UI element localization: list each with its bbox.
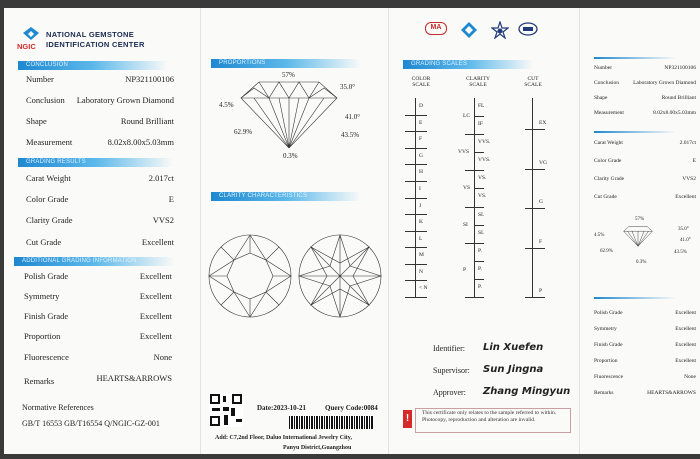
scale-tick	[405, 214, 427, 215]
value: Round Brilliant	[661, 95, 696, 101]
scale-tick	[525, 208, 545, 209]
clarity-grade-label: VS.	[478, 193, 487, 200]
section-scales: GRADING SCALES	[403, 60, 533, 69]
label: Carat Weight	[26, 173, 71, 183]
cut-grade-label: F	[539, 239, 543, 246]
mini-crown-height: 4.5%	[594, 233, 605, 238]
value: Excellent	[141, 237, 174, 247]
scale-tick	[474, 116, 484, 117]
scale-tick	[405, 280, 427, 281]
value: Excellent	[675, 342, 696, 348]
color-grade-label: I	[419, 185, 421, 192]
divider	[594, 297, 676, 299]
table-pct: 57%	[282, 71, 295, 79]
value: E	[692, 158, 696, 164]
query-code: Query Code:0084	[325, 404, 378, 412]
section-conclusion: CONCLUSION	[18, 61, 168, 70]
scale-tick	[405, 297, 427, 298]
section-proportions: PROPORTIONS	[211, 59, 361, 68]
color-grade-label: L	[419, 235, 423, 242]
culet: 0.3%	[283, 152, 298, 160]
scale-tick	[405, 148, 427, 149]
qr-code[interactable]	[209, 393, 243, 427]
label: Cut Grade	[594, 194, 617, 200]
color-grade-label: N	[419, 268, 423, 275]
label: Cut Grade	[26, 237, 62, 247]
certificate	[4, 8, 700, 454]
label: Shape	[594, 95, 608, 101]
section-additional: ADDITIONAL GRADING INFORMATION	[14, 257, 174, 266]
label: Conclusion	[594, 80, 620, 86]
mini-pavilion-depth: 43.5%	[674, 250, 687, 255]
scale-tick	[405, 198, 427, 199]
scale-tick	[525, 169, 545, 170]
label: Symmetry	[24, 291, 60, 301]
ngic-logo-icon	[22, 27, 40, 41]
scale-tick	[525, 297, 545, 298]
certification-badge-icon	[518, 22, 538, 38]
issue-date: Date:2023-10-21	[257, 404, 306, 412]
label: Color Grade	[26, 194, 69, 204]
label: Symmetry	[594, 326, 617, 332]
scale-tick	[525, 129, 545, 130]
scale-tick	[465, 207, 484, 208]
clarity-grade-label: P.	[478, 247, 482, 254]
divider	[594, 57, 676, 59]
value: Excellent	[139, 291, 172, 301]
label: Color Grade	[594, 158, 622, 164]
clarity-group-label: P	[463, 266, 467, 273]
scale-tick	[525, 248, 545, 249]
color-scale-title: COLOR SCALE	[411, 76, 431, 88]
clarity-grade-label: VVS.	[478, 157, 491, 164]
value: Excellent	[139, 311, 172, 321]
scale-tick	[405, 131, 427, 132]
pavilion-view-plot	[297, 233, 383, 319]
crown-height: 4.5%	[219, 101, 234, 109]
clarity-grade-label: P.	[478, 265, 482, 272]
address-line2: Panyu District,Guangzhou	[283, 445, 352, 451]
label: Finish Grade	[594, 342, 623, 348]
value: NP321100106	[664, 65, 696, 71]
scale-tick	[474, 225, 484, 226]
scale-tick	[474, 152, 484, 153]
mini-table: 57%	[635, 217, 645, 222]
scale-tick	[405, 115, 427, 116]
mini-total-depth: 62.9%	[600, 249, 613, 254]
cut-grade-label: VG	[539, 159, 547, 166]
value: Excellent	[139, 331, 172, 341]
signature-role: Identifier:	[433, 344, 465, 353]
value: 2.017ct	[679, 140, 696, 146]
label: Remarks	[24, 376, 55, 386]
clarity-group-label: SI	[463, 221, 468, 228]
value: Excellent	[675, 310, 696, 316]
label: Measurement	[26, 137, 73, 147]
clarity-grade-label: SI.	[478, 211, 485, 218]
clarity-group-label: LC	[463, 113, 471, 120]
label: Carat Weight	[594, 140, 623, 146]
divider	[594, 131, 676, 133]
scale-tick	[405, 264, 427, 265]
pavilion-depth: 43.5%	[341, 131, 360, 139]
normative-title: Normative References	[22, 403, 94, 412]
warning-icon: !	[403, 410, 412, 428]
clarity-grade-label: FL	[478, 103, 485, 109]
value: E	[168, 194, 174, 204]
label: Remarks	[594, 390, 614, 396]
value: VVS2	[682, 176, 696, 182]
panel-summary	[4, 8, 200, 454]
label: Number	[26, 74, 54, 84]
cma-logo: MA	[425, 22, 447, 35]
scale-tick	[465, 243, 484, 244]
org-name-line1: NATIONAL GEMSTONE	[46, 30, 135, 39]
color-grade-label: F	[419, 136, 423, 143]
scale-tick	[474, 261, 484, 262]
value: Excellent	[139, 271, 172, 281]
value: 8.02x8.00x5.03mm	[107, 137, 174, 147]
clarity-scale-axis	[474, 98, 475, 297]
value: NP321100106	[125, 74, 174, 84]
total-depth: 62.9%	[234, 128, 253, 136]
star-badge-icon	[491, 21, 509, 39]
cut-grade-label: P	[539, 288, 543, 294]
value: Excellent	[675, 194, 696, 200]
label: Fluorescence	[594, 374, 624, 380]
value: None	[684, 374, 696, 380]
label: Polish Grade	[24, 271, 69, 281]
scale-tick	[405, 231, 427, 232]
label: Proportion	[594, 358, 618, 364]
color-grade-label: H	[419, 169, 423, 176]
value: 2.017ct	[148, 173, 174, 183]
address-line1: Add: C7,2nd Floor, Daluo International Jewelry City,	[215, 435, 352, 441]
value: 8.02x8.00x5.03mm	[653, 110, 696, 116]
ngic-emblem-icon	[460, 21, 478, 39]
clarity-grade-label: VVS.	[478, 139, 491, 146]
label: Fluorescence	[24, 352, 69, 362]
signature-role: Supervisor:	[433, 366, 470, 375]
color-grade-label: K	[419, 219, 423, 226]
scale-tick	[465, 170, 484, 171]
value: HEARTS&ARROWS	[647, 390, 696, 396]
value: None	[153, 352, 172, 362]
value: HEARTS&ARROWS	[96, 373, 172, 383]
clarity-scale-title: CLARITY SCALE	[466, 76, 490, 88]
scale-tick	[405, 164, 427, 165]
mini-pavilion-angle: 41.0°	[680, 238, 691, 243]
color-grade-label: D	[419, 103, 423, 109]
scale-tick	[474, 188, 484, 189]
value: Round Brilliant	[120, 116, 174, 126]
value: VVS2	[152, 215, 174, 225]
warning-text: This certificate only relates to the sample referred to within. Photocopy, reproduction and alteration are invalid.	[415, 408, 571, 433]
panel-diagrams	[201, 8, 388, 454]
signature-name: Sun Jingna	[483, 364, 544, 375]
section-grading-results: GRADING RESULTS	[18, 158, 173, 167]
label: Proportion	[24, 331, 61, 341]
clarity-group-label: VVS	[458, 149, 470, 156]
label: Number	[594, 65, 613, 71]
color-grade-label: E	[419, 119, 423, 126]
scale-tick	[465, 297, 484, 298]
color-grade-label: J	[419, 202, 422, 209]
mini-crown-angle: 35.0°	[678, 227, 689, 232]
signature-name: Lin Xuefen	[483, 342, 544, 353]
panel-mini-summary	[580, 8, 700, 454]
mini-culet: 0.3%	[636, 260, 647, 265]
cut-grade-label: EX	[539, 119, 547, 126]
clarity-grade-label: P.	[478, 283, 482, 290]
crown-angle: 35.0°	[340, 83, 356, 91]
label: Clarity Grade	[26, 215, 73, 225]
value: Laboratory Grown Diamond	[76, 95, 174, 105]
value: Excellent	[675, 358, 696, 364]
cut-scale-title: CUT SCALE	[524, 76, 542, 88]
org-name-line2: IDENTIFICATION CENTER	[46, 40, 145, 49]
barcode	[289, 416, 374, 429]
label: Finish Grade	[24, 311, 69, 321]
mini-diamond-diagram	[623, 225, 653, 247]
value: Excellent	[675, 326, 696, 332]
diamond-profile-diagram	[239, 78, 339, 150]
color-grade-label: G	[419, 152, 423, 159]
label: Shape	[26, 116, 47, 126]
normative-refs: GB/T 16553 GB/T16554 Q/NGIC-GZ-001	[22, 419, 160, 428]
cut-grade-label: G	[539, 199, 543, 206]
label: Measurement	[594, 110, 624, 116]
label: Conclusion	[26, 95, 65, 105]
ngic-abbr: NGIC	[17, 42, 36, 51]
clarity-grade-label: VS.	[478, 175, 487, 182]
signature-role: Approver:	[433, 388, 466, 397]
label: Polish Grade	[594, 310, 623, 316]
scale-tick	[405, 181, 427, 182]
value: Laboratory Grown Diamond	[633, 80, 696, 86]
pavilion-angle: 41.0°	[345, 113, 361, 121]
clarity-grade-label: IF	[478, 121, 483, 128]
clarity-grade-label: SI.	[478, 229, 485, 236]
label: Clarity Grade	[594, 176, 625, 182]
scale-tick	[474, 279, 484, 280]
scale-tick	[465, 134, 484, 135]
color-grade-label: < N	[419, 285, 428, 292]
scale-tick	[405, 247, 427, 248]
panel-scales	[389, 8, 579, 454]
signature-name: Zhang Mingyun	[483, 386, 571, 397]
clarity-group-label: VS	[463, 185, 471, 192]
section-clarity: CLARITY CHARACTERISTICS	[211, 192, 361, 201]
crown-view-plot	[207, 233, 293, 319]
color-grade-label: M	[419, 252, 424, 259]
